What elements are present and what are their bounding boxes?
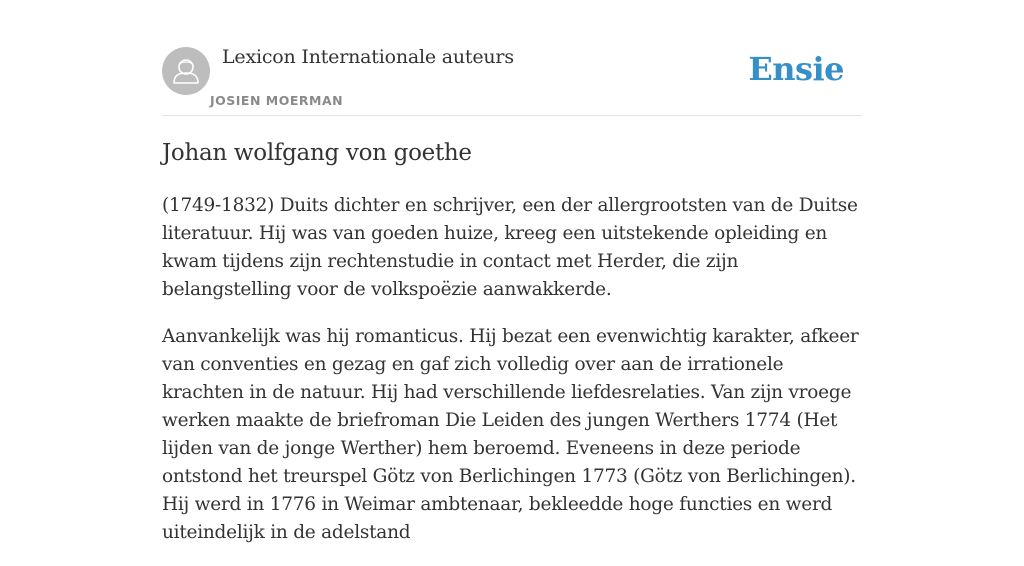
- page: [162, 0, 862, 543]
- article-body: [162, 192, 862, 566]
- header: [162, 0, 862, 116]
- brand-logo[interactable]: Ensie: [748, 50, 844, 88]
- user-silhouette-icon: [162, 47, 210, 95]
- book-title[interactable]: Lexicon Internationale auteurs: [222, 46, 514, 68]
- paragraph: (1749-1832) Duits dichter en schrijver, een der allergrootsten van de Duitse literatuur. Hij was van goeden huize, kreeg een uitstekende opleiding en kwam tijdens zijn rechtenstudie in contact met Herder, die zijn belangstelling voor de volkspoëzie aanwakkerde.: [162, 195, 858, 300]
- author-name[interactable]: JOSIEN MOERMAN: [210, 93, 344, 108]
- avatar[interactable]: [162, 47, 210, 95]
- paragraph: Aanvankelijk was hij romanticus. Hij bezat een evenwichtig karakter, afkeer van conventies en gezag en gaf zich volledig over aan de irrationele krachten in de natuur. Hij had verschillende liefdesrelaties. Van zijn vroege werken maakte de briefroman Die Leiden des jungen Werthers 1774 (Het lijden van de jonge Werther) hem beroemd. Eveneens in deze periode ontstond het treurspel Götz von Berlichingen 1773 (Götz von Berlichingen). Hij werd in 1776 in Weimar ambtenaar, bekleedde hoge functies en werd uiteindelijk in de adelstand: [162, 326, 859, 543]
- entry-title: Johan wolfgang von goethe: [162, 140, 472, 166]
